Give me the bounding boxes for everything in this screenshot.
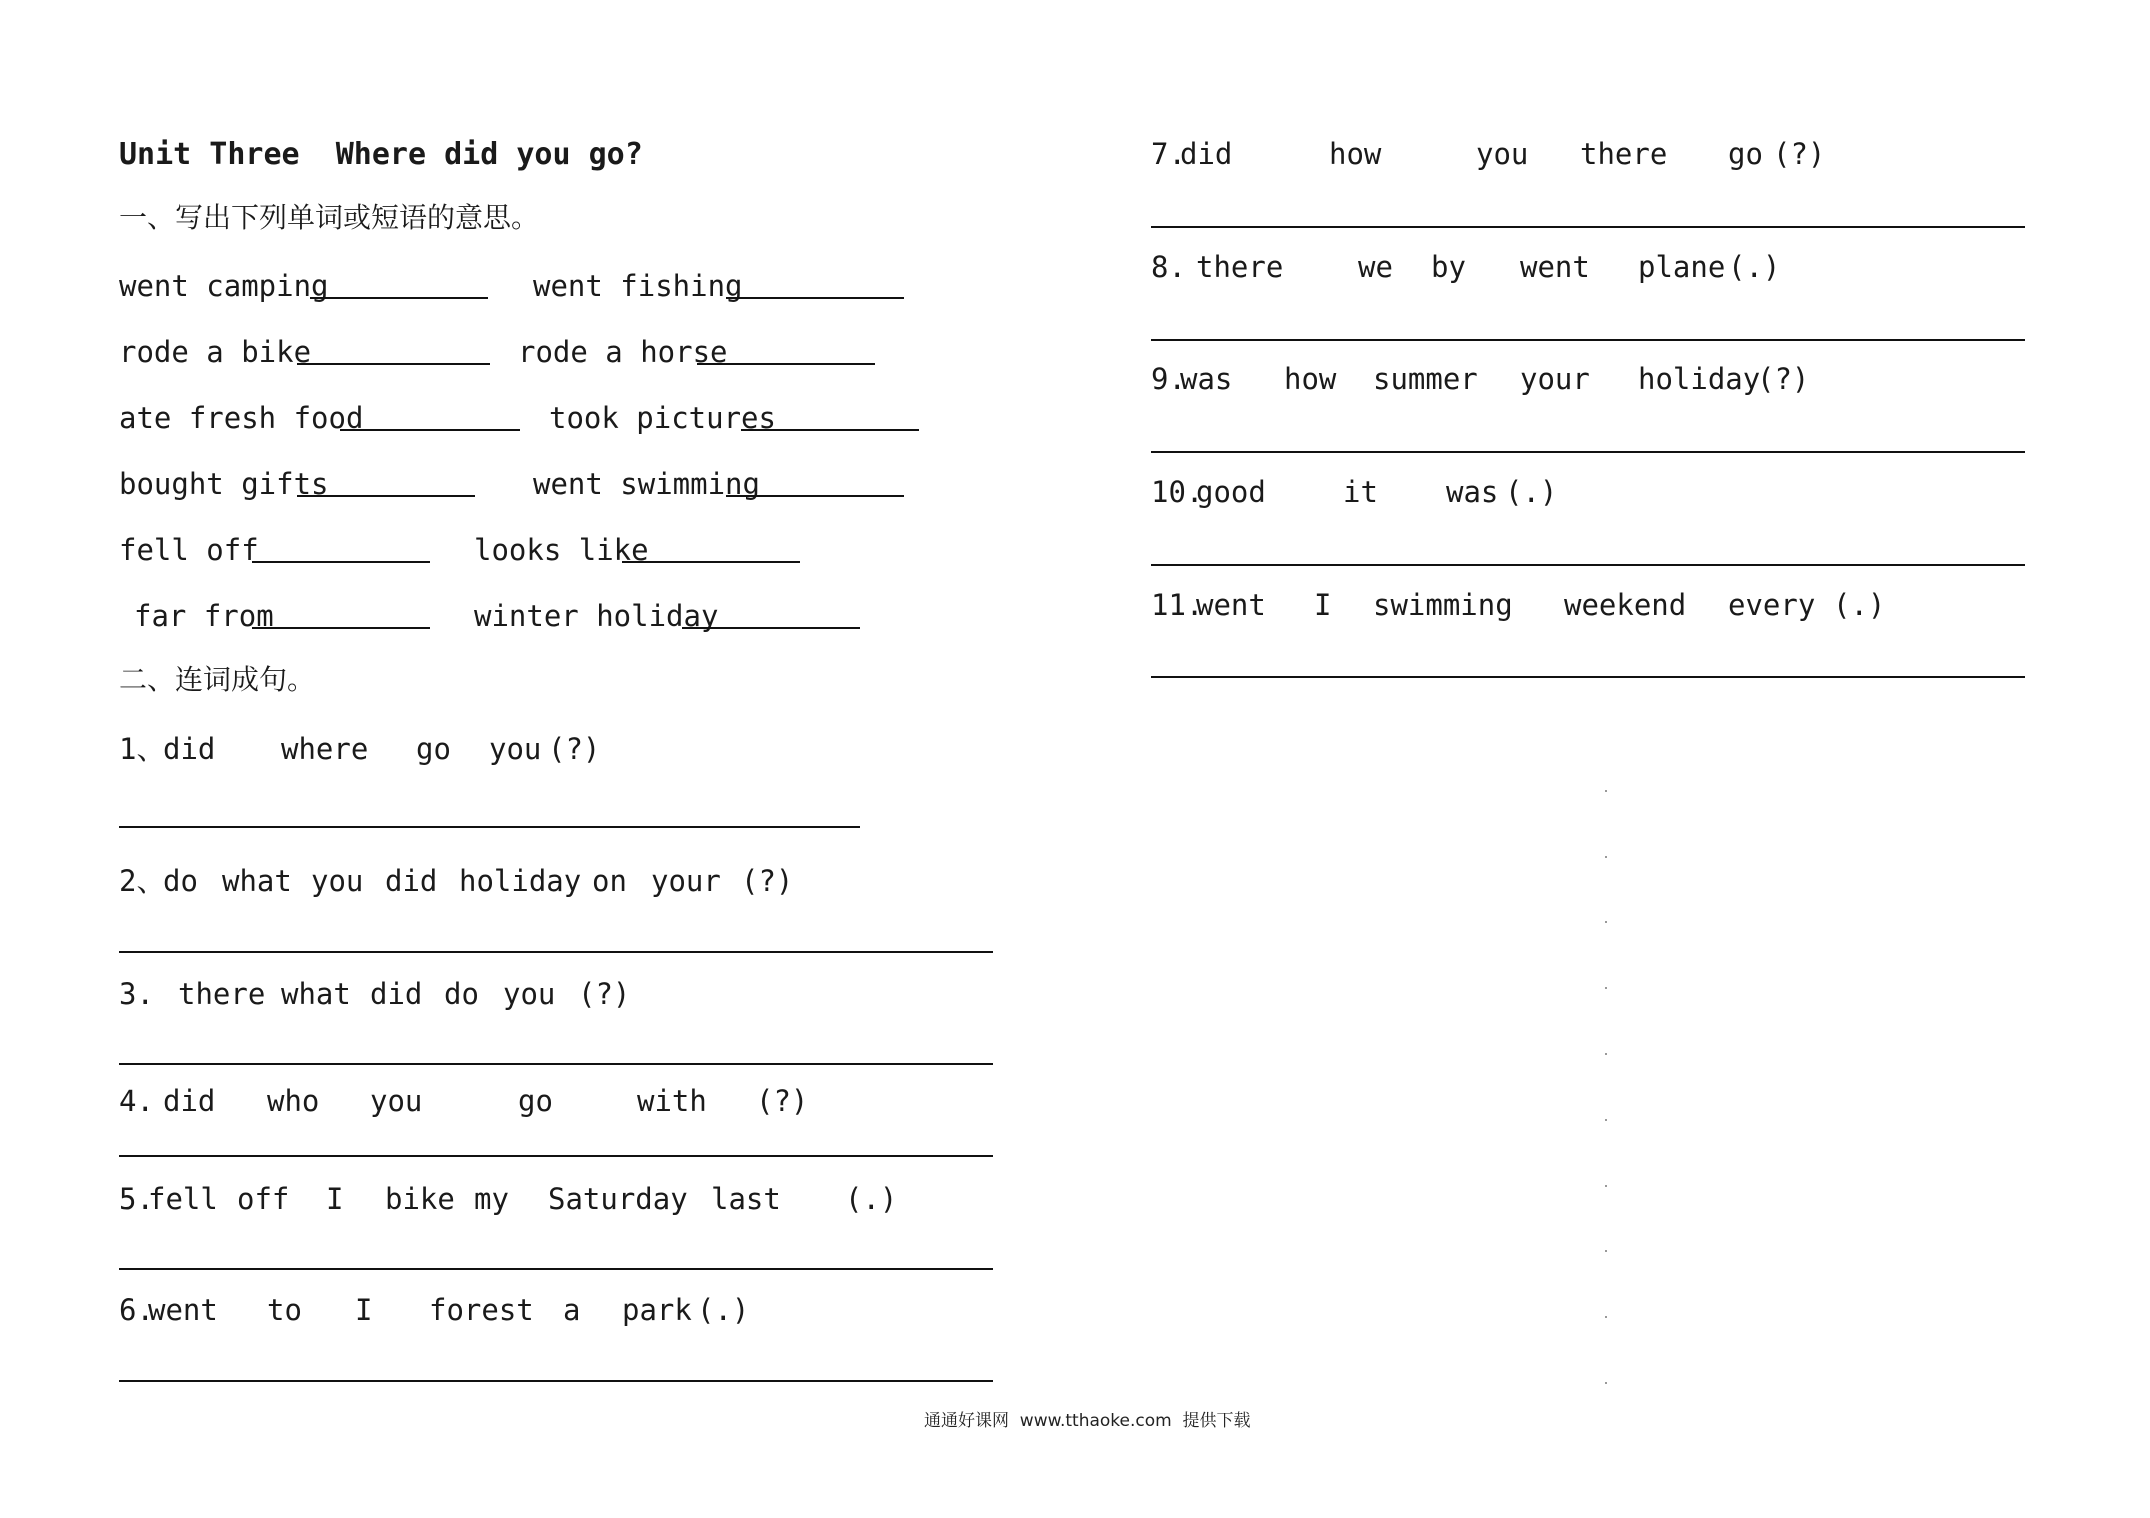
word: (?) (741, 864, 794, 898)
word: my (474, 1182, 509, 1216)
word: you (489, 732, 542, 766)
scan-dot (1605, 790, 1607, 792)
word: we (1358, 250, 1393, 284)
answer-blank-2[interactable] (726, 297, 904, 299)
word: how (1284, 362, 1337, 396)
word: went (1196, 588, 1266, 622)
section-2-heading: 二、连词成句。 (119, 663, 316, 696)
answer-line-8[interactable] (1151, 339, 2025, 341)
question-number: 10. (1151, 475, 1204, 509)
answer-blank-9[interactable] (252, 561, 430, 563)
answer-blank-7[interactable] (297, 495, 475, 497)
word: (?) (1773, 137, 1826, 171)
word: did (370, 977, 423, 1011)
answer-blank-6[interactable] (741, 429, 919, 431)
word: did (163, 1084, 216, 1118)
scan-dot (1605, 1185, 1607, 1187)
word: holiday (1638, 362, 1761, 396)
question-number: 7. (1151, 137, 1186, 171)
word: to (267, 1293, 302, 1327)
word: every (1728, 588, 1816, 622)
vocab-item-10: looks like (474, 533, 649, 567)
word: there (178, 977, 266, 1011)
word: (.) (845, 1182, 898, 1216)
word: (?) (756, 1084, 809, 1118)
question-number: 1、 (119, 732, 166, 766)
question-number: 2、 (119, 864, 166, 898)
vocab-item-4: rode a horse (518, 335, 728, 369)
vocab-item-2: went fishing (533, 269, 743, 303)
word: I (1314, 588, 1332, 622)
answer-line-5[interactable] (119, 1268, 993, 1270)
question-number: 5. (119, 1182, 154, 1216)
question-number: 9. (1151, 362, 1186, 396)
answer-line-9[interactable] (1151, 451, 2025, 453)
word: you (311, 864, 364, 898)
word: do (444, 977, 479, 1011)
word: off (237, 1182, 290, 1216)
word: went (148, 1293, 218, 1327)
word: your (651, 864, 721, 898)
word: there (1580, 137, 1668, 171)
vocab-item-11: far from (134, 599, 274, 633)
answer-line-1[interactable] (119, 826, 860, 828)
word: did (1180, 137, 1233, 171)
answer-line-7[interactable] (1151, 226, 2025, 228)
word: it (1343, 475, 1378, 509)
vocab-item-8: went swimming (533, 467, 760, 501)
section-1-heading: 一、写出下列单词或短语的意思。 (119, 201, 540, 234)
answer-line-10[interactable] (1151, 564, 2025, 566)
word: what (222, 864, 292, 898)
word: was (1446, 475, 1499, 509)
word: there (1196, 250, 1284, 284)
word: (?) (1757, 362, 1810, 396)
word: go (416, 732, 451, 766)
word: on (592, 864, 627, 898)
footer-source: 通通好课网 www.tthaoke.com 提供下载 (924, 1411, 1251, 1431)
word: a (563, 1293, 581, 1327)
answer-blank-1[interactable] (310, 297, 488, 299)
vocab-item-7: bought gifts (119, 467, 329, 501)
answer-line-4[interactable] (119, 1155, 993, 1157)
word: Saturday (548, 1182, 688, 1216)
answer-blank-4[interactable] (697, 363, 875, 365)
word: do (163, 864, 198, 898)
word: (?) (548, 732, 601, 766)
word: went (1520, 250, 1590, 284)
scan-dot (1605, 987, 1607, 989)
word: you (370, 1084, 423, 1118)
page-title: Unit Three Where did you go? (119, 137, 643, 172)
word: by (1431, 250, 1466, 284)
answer-line-11[interactable] (1151, 676, 2025, 678)
word: did (163, 732, 216, 766)
word: what (281, 977, 351, 1011)
answer-blank-11[interactable] (252, 627, 430, 629)
word: where (281, 732, 369, 766)
scan-dot (1605, 1119, 1607, 1121)
vocab-item-6: took pictures (549, 401, 776, 435)
word: plane (1638, 250, 1726, 284)
answer-blank-8[interactable] (726, 495, 904, 497)
word: did (385, 864, 438, 898)
word: good (1196, 475, 1266, 509)
answer-line-6[interactable] (119, 1380, 993, 1382)
word: was (1180, 362, 1233, 396)
word: your (1520, 362, 1590, 396)
scan-dot (1605, 1250, 1607, 1252)
word: I (326, 1182, 344, 1216)
word: (?) (578, 977, 631, 1011)
word: fell (148, 1182, 218, 1216)
answer-blank-10[interactable] (622, 561, 800, 563)
word: how (1329, 137, 1382, 171)
question-number: 11. (1151, 588, 1204, 622)
word: holiday (459, 864, 582, 898)
scan-dot (1605, 1316, 1607, 1318)
scan-dot (1605, 1382, 1607, 1384)
answer-blank-5[interactable] (340, 429, 520, 431)
word: I (355, 1293, 373, 1327)
word: go (1728, 137, 1763, 171)
vocab-item-12: winter holiday (474, 599, 719, 633)
word: park (622, 1293, 692, 1327)
question-number: 6. (119, 1293, 154, 1327)
scan-dot (1605, 856, 1607, 858)
answer-line-2[interactable] (119, 951, 993, 953)
word: (.) (1505, 475, 1558, 509)
word: (.) (1833, 588, 1886, 622)
word: (.) (697, 1293, 750, 1327)
vocab-item-9: fell off (119, 533, 259, 567)
question-number: 8. (1151, 250, 1186, 284)
question-number: 4. (119, 1084, 154, 1118)
word: summer (1373, 362, 1478, 396)
word: with (637, 1084, 707, 1118)
word: who (267, 1084, 320, 1118)
word: swimming (1373, 588, 1513, 622)
vocab-item-3: rode a bike (119, 335, 312, 369)
answer-line-3[interactable] (119, 1063, 993, 1065)
scan-dot (1605, 921, 1607, 923)
word: you (1476, 137, 1529, 171)
question-number: 3. (119, 977, 154, 1011)
word: weekend (1564, 588, 1687, 622)
word: go (518, 1084, 553, 1118)
word: bike (385, 1182, 455, 1216)
word: forest (429, 1293, 534, 1327)
word: (.) (1728, 250, 1781, 284)
answer-blank-12[interactable] (682, 627, 860, 629)
word: last (711, 1182, 781, 1216)
vocab-item-1: went camping (119, 269, 329, 303)
answer-blank-3[interactable] (297, 363, 490, 365)
vocab-item-5: ate fresh food (119, 401, 364, 435)
word: you (503, 977, 556, 1011)
scan-dot (1605, 1053, 1607, 1055)
